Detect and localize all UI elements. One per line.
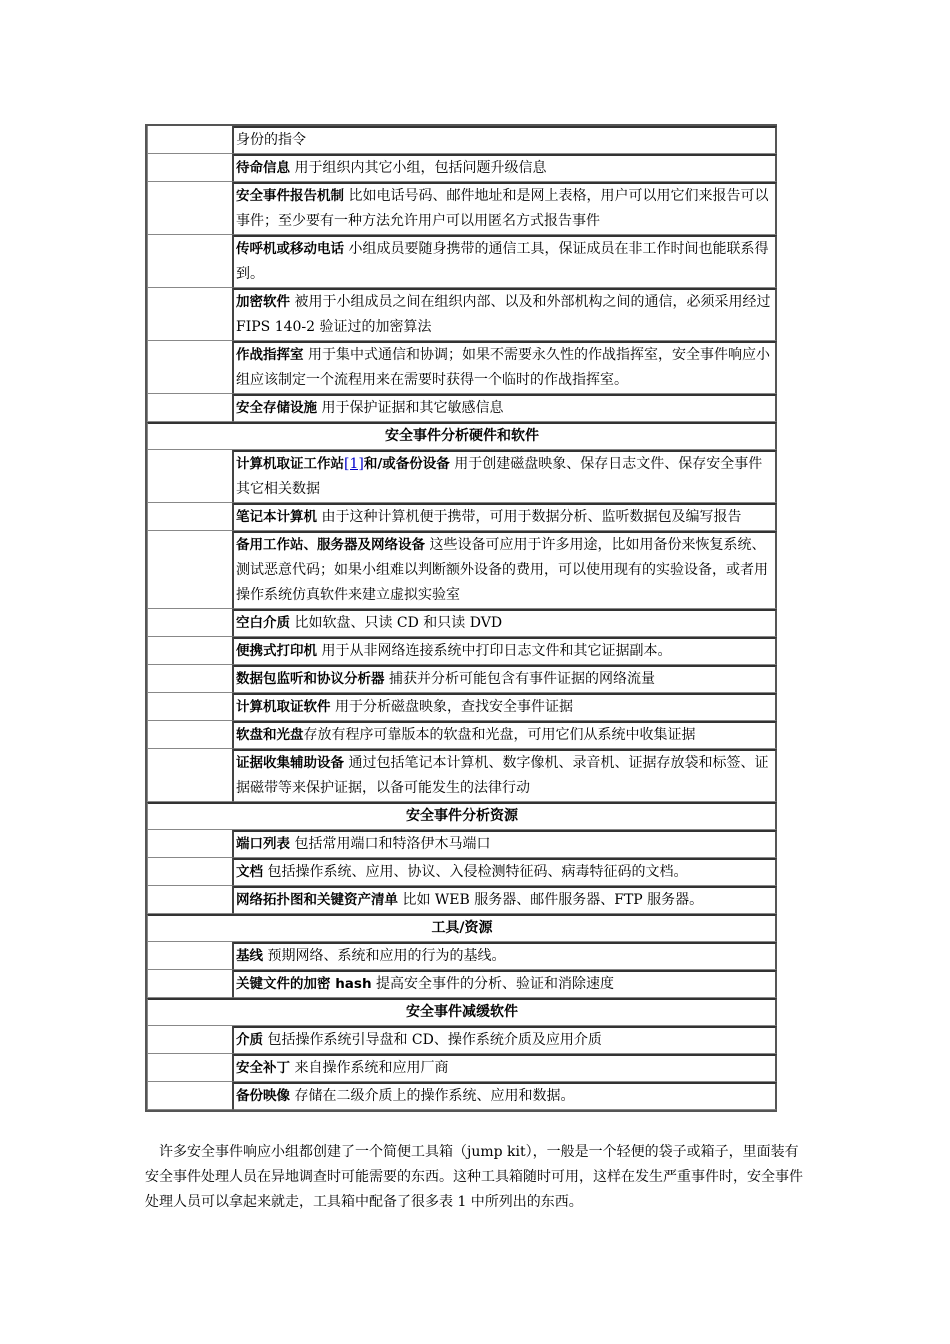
table-row <box>147 693 777 721</box>
table-row <box>147 749 777 802</box>
table-row <box>147 394 777 422</box>
section-header-row <box>147 422 777 450</box>
table-row <box>147 1054 777 1082</box>
empty-label-cell <box>147 126 233 154</box>
table-row <box>147 609 777 637</box>
section-header-row <box>147 998 777 1026</box>
item-cell <box>233 154 777 182</box>
table-row <box>147 154 777 182</box>
empty-label-cell <box>147 721 233 749</box>
item-cell <box>233 394 777 422</box>
item-term: 笔记本计算机 <box>236 509 317 525</box>
empty-label-cell <box>147 1054 233 1082</box>
item-cell <box>233 609 777 637</box>
item-cell <box>233 693 777 721</box>
table-row <box>147 182 777 235</box>
item-cell <box>233 970 777 998</box>
item-cell <box>233 288 777 341</box>
item-cell <box>233 858 777 886</box>
item-term: 软盘和光盘 <box>236 727 304 743</box>
item-cell <box>233 503 777 531</box>
item-term-continued: 和/或备份设备 <box>363 456 450 472</box>
empty-label-cell <box>147 749 233 802</box>
empty-label-cell <box>147 665 233 693</box>
item-term: 待命信息 <box>236 160 290 176</box>
empty-label-cell <box>147 830 233 858</box>
item-term: 加密软件 <box>236 294 290 310</box>
table-row <box>147 1026 777 1054</box>
table-row <box>147 858 777 886</box>
item-term: 证据收集辅助设备 <box>236 755 344 771</box>
section-title: 工具/资源 <box>147 914 777 942</box>
body-paragraph: 许多安全事件响应小组都创建了一个简便工具箱（jump kit），一般是一个轻便的袋子或箱子，里面装有安全事件处理人员在异地调查时可能需要的东西。这种工具箱随时可用，这样在发生严重事件时，安全事件处理人员可以拿起来就走，工具箱中配备了很多表 1 中所列出的东西。 <box>145 1144 803 1210</box>
table-row <box>147 235 777 288</box>
item-cell <box>233 1082 777 1110</box>
footnote-link[interactable]: [1] <box>344 456 364 472</box>
item-description: 比如 WEB 服务器、邮件服务器、FTP 服务器。 <box>398 892 704 908</box>
empty-label-cell <box>147 637 233 665</box>
table-row <box>147 288 777 341</box>
section-title: 安全事件分析资源 <box>147 802 777 830</box>
empty-label-cell <box>147 394 233 422</box>
item-term: 关键文件的加密 hash <box>236 976 372 992</box>
item-cell <box>233 1054 777 1082</box>
section-title: 安全事件减缓软件 <box>147 998 777 1026</box>
item-term: 基线 <box>236 948 263 964</box>
item-cell <box>233 531 777 609</box>
item-cell <box>233 182 777 235</box>
table-row <box>147 450 777 503</box>
empty-label-cell <box>147 154 233 182</box>
empty-label-cell <box>147 858 233 886</box>
item-cell <box>233 749 777 802</box>
empty-label-cell <box>147 341 233 394</box>
empty-label-cell <box>147 1026 233 1054</box>
item-term: 传呼机或移动电话 <box>236 241 344 257</box>
item-description: 来自操作系统和应用厂商 <box>290 1060 449 1076</box>
item-description: 通过包括笔记本计算机、数字像机、录音机、证据存放袋和标签、证据磁带等来保护证据，以备可能发生的法律行动 <box>236 755 769 796</box>
table-row <box>147 126 777 154</box>
item-description: 比如电话号码、邮件地址和是网上表格，用户可以用它们来报告可以事件；至少要有一种方法允许用户可以用匿名方式报告事件 <box>236 188 769 229</box>
item-cell <box>233 1026 777 1054</box>
item-cell <box>233 886 777 914</box>
resource-table <box>145 124 777 1112</box>
empty-label-cell <box>147 942 233 970</box>
item-term: 备份映像 <box>236 1088 290 1104</box>
empty-label-cell <box>147 503 233 531</box>
item-cell <box>233 637 777 665</box>
item-description: 身份的指令 <box>236 132 306 148</box>
item-description: 用于分析磁盘映象，查找安全事件证据 <box>330 699 573 715</box>
empty-label-cell <box>147 970 233 998</box>
item-description: 包括操作系统引导盘和 CD、操作系统介质及应用介质 <box>263 1032 602 1048</box>
table-row <box>147 886 777 914</box>
empty-label-cell <box>147 1082 233 1110</box>
item-description: 用于保护证据和其它敏感信息 <box>317 400 504 416</box>
empty-label-cell <box>147 609 233 637</box>
empty-label-cell <box>147 693 233 721</box>
item-term: 便携式打印机 <box>236 643 317 659</box>
item-term: 计算机取证软件 <box>236 699 331 715</box>
empty-label-cell <box>147 886 233 914</box>
item-description: 存放有程序可靠版本的软盘和光盘，可用它们从系统中收集证据 <box>303 727 696 743</box>
item-term: 介质 <box>236 1032 263 1048</box>
item-cell <box>233 235 777 288</box>
item-cell <box>233 126 777 154</box>
section-header-row <box>147 914 777 942</box>
item-cell <box>233 721 777 749</box>
item-description: 包括操作系统、应用、协议、入侵检测特征码、病毒特征码的文档。 <box>263 864 688 880</box>
item-term: 安全事件报告机制 <box>236 188 344 204</box>
table-row <box>147 830 777 858</box>
section-header-row <box>147 802 777 830</box>
empty-label-cell <box>147 235 233 288</box>
item-description: 用于从非网络连接系统中打印日志文件和其它证据副本。 <box>317 643 672 659</box>
table-row <box>147 503 777 531</box>
item-description: 提高安全事件的分析、验证和消除速度 <box>371 976 615 992</box>
item-description: 用于组织内其它小组，包括问题升级信息 <box>290 160 547 176</box>
item-description: 这些设备可应用于许多用途，比如用备份来恢复系统、测试恶意代码；如果小组难以判断额外设备的费用，可以使用现有的实验设备，或者用操作系统仿真软件来建立虚拟实验室 <box>236 537 768 603</box>
item-cell <box>233 450 777 503</box>
table-row <box>147 721 777 749</box>
section-title: 安全事件分析硬件和软件 <box>147 422 777 450</box>
item-description: 用于集中式通信和协调；如果不需要永久性的作战指挥室，安全事件响应小组应该制定一个流程用来在需要时获得一个临时的作战指挥室。 <box>236 347 770 388</box>
item-term: 作战指挥室 <box>236 347 304 363</box>
empty-label-cell <box>147 288 233 341</box>
table-row <box>147 970 777 998</box>
item-term: 安全补丁 <box>236 1060 290 1076</box>
item-cell <box>233 341 777 394</box>
item-term: 数据包监听和协议分析器 <box>236 671 385 687</box>
item-cell <box>233 830 777 858</box>
item-term: 端口列表 <box>236 836 290 852</box>
item-cell <box>233 665 777 693</box>
item-term: 网络拓扑图和关键资产清单 <box>236 892 398 908</box>
item-description: 捕获并分析可能包含有事件证据的网络流量 <box>384 671 655 687</box>
item-description: 预期网络、系统和应用的行为的基线。 <box>263 948 506 964</box>
item-term: 文档 <box>236 864 263 880</box>
table-row <box>147 637 777 665</box>
item-description: 包括常用端口和特洛伊木马端口 <box>290 836 491 852</box>
table-row <box>147 531 777 609</box>
item-term: 空白介质 <box>236 615 290 631</box>
item-description: 被用于小组成员之间在组织内部、以及和外部机构之间的通信，必须采用经过 FIPS 140-2 验证过的加密算法 <box>236 294 771 335</box>
item-description: 由于这种计算机便于携带，可用于数据分析、监听数据包及编写报告 <box>317 509 742 525</box>
item-cell <box>233 942 777 970</box>
item-description: 用于创建磁盘映象、保存日志文件、保存安全事件其它相关数据 <box>236 456 763 497</box>
item-description: 比如软盘、只读 CD 和只读 DVD <box>290 615 503 631</box>
empty-label-cell <box>147 182 233 235</box>
table-row <box>147 1082 777 1110</box>
empty-label-cell <box>147 531 233 609</box>
table-row <box>147 942 777 970</box>
table-row <box>147 665 777 693</box>
resource-table-body <box>147 126 777 1110</box>
item-term: 计算机取证工作站 <box>236 456 344 472</box>
item-term: 安全存储设施 <box>236 400 317 416</box>
table-row <box>147 341 777 394</box>
item-description: 存储在二级介质上的操作系统、应用和数据。 <box>290 1088 575 1104</box>
item-term: 备用工作站、服务器及网络设备 <box>236 537 425 553</box>
empty-label-cell <box>147 450 233 503</box>
item-description: 小组成员要随身携带的通信工具，保证成员在非工作时间也能联系得到。 <box>236 241 769 282</box>
